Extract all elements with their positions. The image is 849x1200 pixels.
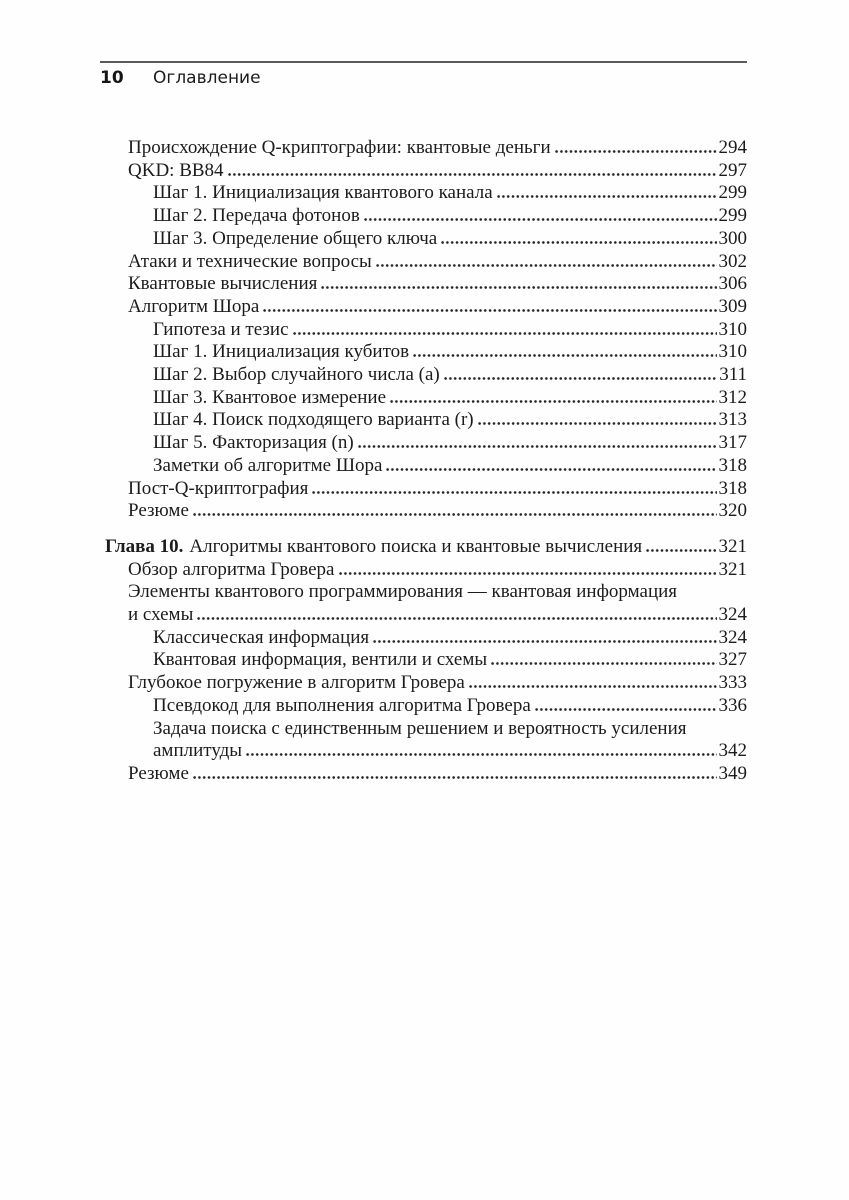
toc-entry-title: Шаг 3. Определение общего ключа [153,227,438,249]
toc-page-number: 306 [718,273,747,295]
toc-entry [100,604,747,627]
dot-leader [491,661,716,665]
toc-entry-title: Глубокое погружение в алгоритм Гровера [128,672,465,694]
toc-page-number: 333 [718,672,747,694]
toc-entry-title: Шаг 4. Поиск подходящего варианта (r) [153,409,474,431]
dot-leader [358,444,717,448]
toc-entry-title: Атаки и технические вопросы [128,250,372,272]
toc-entry-title: Классическая информация [153,626,370,648]
toc-entry [100,478,747,501]
page-number: 10 [100,68,124,88]
toc-page-number: 349 [718,762,747,784]
toc-page-number: 336 [718,694,747,716]
dot-leader [390,399,716,403]
dot-leader [228,172,717,176]
toc-page-number: 310 [718,318,747,340]
toc-entry-title: Шаг 2. Выбор случайного числа (a) [153,364,440,386]
toc-entry [100,137,747,160]
toc-entry [100,536,747,559]
toc-entry [100,182,747,205]
table-of-contents [100,137,747,786]
toc-page-number: 320 [718,500,747,522]
toc-entry-title: Заметки об алгоритме Шора [153,454,383,476]
toc-chapter-label: Глава 10. [105,535,184,557]
toc-entry-title: Квантовая информация, вентили и схемы [153,649,488,671]
toc-page-number: 300 [718,227,747,249]
toc-page-number: 318 [718,477,747,499]
dot-leader [373,639,716,643]
dot-leader [478,421,717,425]
toc-page-number: 327 [718,649,747,671]
dot-leader [555,149,717,153]
dot-leader [321,285,716,289]
dot-leader [444,376,717,380]
toc-entry [100,228,747,251]
toc-page-number: 312 [718,386,747,408]
toc-entry [100,341,747,364]
toc-page-number: 294 [718,137,747,158]
toc-entry [100,695,747,718]
toc-page-number: 310 [718,341,747,363]
toc-entry-title: Элементы квантового программирования — квантовая информация [128,581,678,603]
toc-entry-title: Обзор алгоритма Гровера [128,558,335,580]
toc-entry-title: Резюме [128,500,189,522]
toc-page-number: 311 [719,364,747,386]
toc-page-number: 324 [718,604,747,626]
toc-entry [100,432,747,455]
toc-entry [100,718,747,741]
toc-entry [100,455,747,478]
toc-entry [100,559,747,582]
toc-entry [100,740,747,763]
toc-entry-title: Алгоритм Шора [128,295,260,317]
toc-entry-title: Шаг 3. Квантовое измерение [153,386,387,408]
dot-leader [364,217,717,221]
dot-leader [535,707,717,711]
toc-entry [100,409,747,432]
toc-entry-title: Квантовые вычисления [128,273,318,295]
toc-page-number: 297 [718,159,747,181]
toc-entry-title: и схемы [128,604,194,626]
toc-entry-title: Задача поиска с единственным решением и вероятность усиления [153,717,687,739]
dot-leader [263,308,716,312]
toc-entry-title: Резюме [128,762,189,784]
toc-page-number: 324 [718,626,747,648]
dot-leader [193,775,717,779]
toc-page-number: 321 [718,558,747,580]
toc-page-number: 318 [718,454,747,476]
dot-leader [293,331,717,335]
toc-entry-title: Шаг 2. Передача фотонов [153,205,360,227]
toc-page-number: 309 [718,295,747,317]
toc-entry [100,364,747,387]
toc-page-number: 313 [718,409,747,431]
toc-entry [100,627,747,650]
dot-leader [441,240,716,244]
toc-entry-title: Гипотеза и тезис [153,318,289,340]
dot-leader [312,490,716,494]
dot-leader [386,467,716,471]
running-head: Оглавление [153,68,261,88]
dot-leader [197,616,716,620]
toc-page-number: 299 [718,205,747,227]
toc-entry [100,581,747,604]
toc-entry [100,251,747,274]
toc-entry [100,296,747,319]
toc-entry [100,319,747,342]
toc-entry [100,672,747,695]
toc-entry-title: QKD: BB84 [128,159,224,181]
dot-leader [413,353,716,357]
toc-entry-title: Пост-Q-криптография [128,477,309,499]
dot-leader [646,548,716,552]
toc-page-number: 299 [718,182,747,204]
toc-page-number: 321 [718,535,747,557]
header-rule [100,61,747,63]
dot-leader [376,263,717,267]
toc-entry [100,273,747,296]
toc-entry [100,763,747,786]
toc-entry [100,500,747,523]
toc-entry-title: Происхождение Q-криптографии: квантовые деньги [128,137,551,158]
toc-entry-title: Шаг 1. Инициализация квантового канала [153,182,493,204]
dot-leader [246,752,716,756]
toc-entry [100,387,747,410]
toc-entry-title: Шаг 1. Инициализация кубитов [153,341,410,363]
toc-page-number: 302 [718,250,747,272]
dot-leader [497,194,717,198]
toc-entry [100,160,747,183]
toc-page-number: 342 [718,740,747,762]
dot-leader [469,684,717,688]
toc-entry [100,649,747,672]
toc-entry [100,205,747,228]
toc-entry-title: Алгоритмы квантового поиска и квантовые вычисления [189,535,643,557]
toc-entry-title: амплитуды [153,740,243,762]
toc-page-number: 317 [718,432,747,454]
toc-entry-title: Псевдокод для выполнения алгоритма Гровера [153,694,531,716]
dot-leader [193,512,717,516]
toc-entry-title: Шаг 5. Факторизация (n) [153,432,354,454]
dot-leader [339,571,717,575]
